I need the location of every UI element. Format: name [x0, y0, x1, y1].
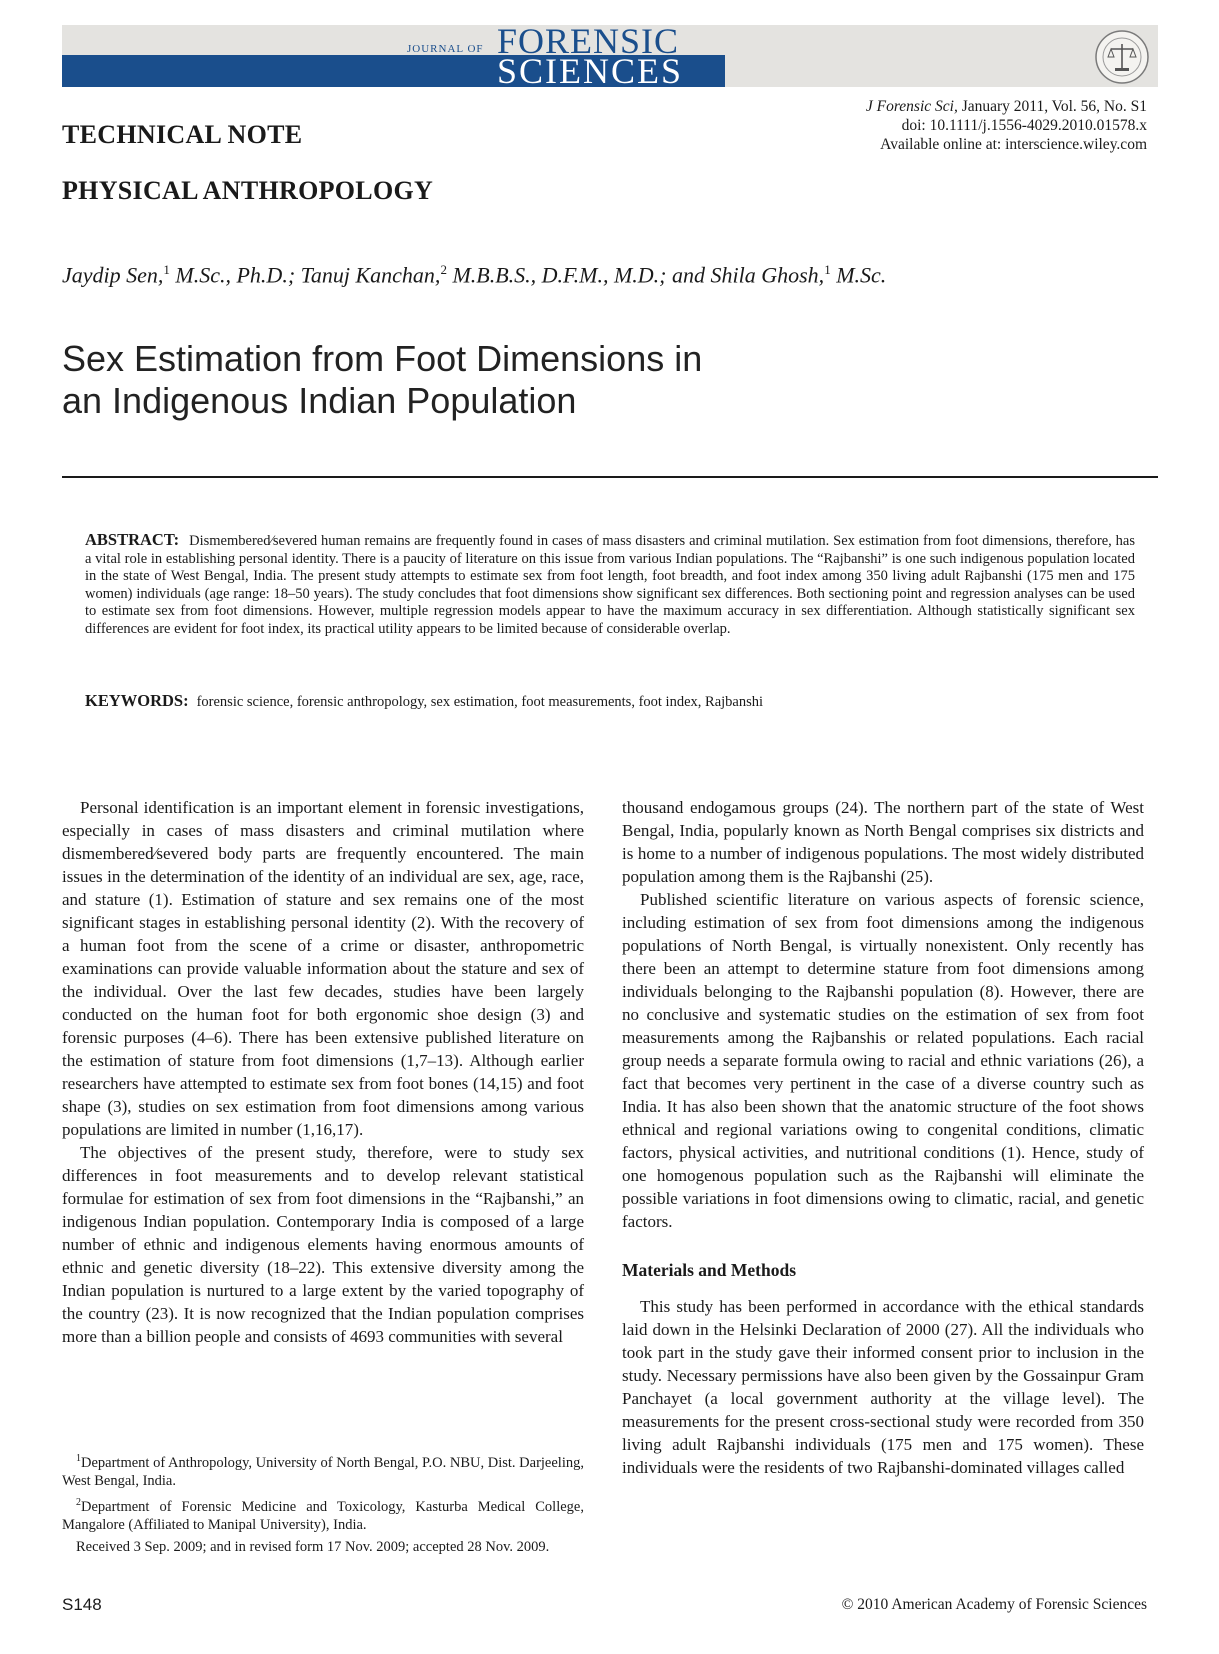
keywords-label: KEYWORDS: [85, 691, 189, 710]
author-name: Tanuj Kanchan, [300, 262, 441, 288]
article-field: PHYSICAL ANTHROPOLOGY [62, 176, 434, 205]
abstract-label: ABSTRACT: [85, 530, 180, 549]
author-degrees: M.B.B.S., D.F.M., M.D.; and [452, 262, 705, 288]
citation-online: Available online at: interscience.wiley.com [880, 136, 1147, 153]
body-paragraph: This study has been performed in accordance with the ethical standards laid down in the Helsinki Declaration of 2000 (27). All the individuals who took part in the study gave their informed consent prior to inclusion in the study. Necessary permissions have also been given by the Gossainpur Gram Panchayet (a local government authority at the village level). The measurements for the present cross-sectional study were recorded from 350 living adult Rajbanshi individuals (175 men and 175 women). These individuals were the residents of two Rajbanshi-dominated villages called [622, 1297, 1144, 1477]
article-type: TECHNICAL NOTE [62, 120, 303, 149]
author-name: Jaydip Sen, [62, 262, 164, 288]
citation-issue: January 2011, Vol. 56, No. S1 [961, 98, 1147, 115]
footnote-mark: 2 [76, 1496, 81, 1508]
footnote-mark: 1 [76, 1453, 81, 1464]
citation-block [866, 97, 1147, 154]
body-paragraph: Personal identification is an important element in forensic investigations, especially in cases of mass disasters and criminal mutilation where dismembered⁄severed body parts are frequently encountered. The main issues in the determination of the identity of an individual are sex, age, race, and stature (1). Estimation of stature and sex remains one of the most significant stages in establishing personal identity (2). With the recovery of a human foot from the scene of a crime or disaster, anthropometric examinations can provide valuable information about the stature and sex of the individual. Over the last few decades, studies have been largely conducted on the human foot for both ergonomic shoe design (3) and forensic purposes (4–6). There has been extensive published literature on the estimation of stature from foot dimensions (1,7–13). Although earlier researchers have attempted to estimate sex from foot bones (14,15) and foot shape (3), studies on sex estimation from foot dimensions among various populations are limited in number (1,16,17). [62, 798, 584, 1139]
abstract [85, 531, 1135, 638]
abstract-text: Dismembered⁄severed human remains are frequently found in cases of mass disasters and criminal mutilation. Sex estimation from foot dimensions, therefore, has a vital role in establishing personal identity. There is a paucity of literature on this issue from various Indian populations. The “Rajbanshi” is one such indigenous population located in the state of West Bengal, India. The present study attempts to estimate sex from foot length, foot breadth, and foot index among 350 living adult Rajbanshi (175 men and 175 women) individuals (age range: 18–50 years). The study concludes that foot dimensions show significant sex differences. Both sectioning point and regression analyses can be used to estimate sex from foot dimensions. However, multiple regression models appear to have the maximum accuracy in sex differentiation. Although statistically significant sex differences are evident for foot index, its practical utility appears to be limited because of considerable overlap. [85, 533, 1135, 637]
journal-masthead [62, 21, 1158, 91]
author-line [62, 262, 886, 288]
aafs-seal-icon [1094, 29, 1150, 85]
footnote-affiliation-1 [62, 1450, 584, 1490]
page-number: S148 [62, 1595, 102, 1614]
footnote-text: Department of Forensic Medicine and Toxicology, Kasturba Medical College, Mangalore (Affiliated to Manipal University), India. [62, 1498, 584, 1533]
copyright-notice: © 2010 American Academy of Forensic Sciences [841, 1596, 1147, 1613]
footnotes [62, 1450, 584, 1560]
author-name: Shila Ghosh, [710, 262, 825, 288]
author-degrees: M.Sc., Ph.D.; [175, 262, 296, 288]
body-paragraph: thousand endogamous groups (24). The northern part of the state of West Bengal, India, popularly known as North Bengal comprises six districts and is home to a number of indigenous populations. The most widely distributed population among them is the Rajbanshi (25). [622, 798, 1144, 886]
article-title-line1: Sex Estimation from Foot Dimensions in [62, 338, 703, 379]
journal-title-line2: SCIENCES [497, 51, 684, 91]
title-divider [62, 476, 1158, 478]
body-column-left [62, 796, 584, 1348]
article-title [62, 338, 822, 422]
footnote-affiliation-2 [62, 1494, 584, 1534]
citation-doi: doi: 10.1111/j.1556-4029.2010.01578.x [901, 117, 1147, 134]
received-dates: Received 3 Sep. 2009; and in revised form 17 Nov. 2009; accepted 28 Nov. 2009. [76, 1538, 550, 1555]
journal-title-line1: FORENSIC [497, 21, 680, 61]
author-degrees: M.Sc. [836, 262, 887, 288]
author-affiliation-mark: 2 [440, 262, 447, 277]
body-column-right [622, 796, 1144, 1479]
article-title-line2: an Indigenous Indian Population [62, 380, 577, 421]
journal-abbrev: J Forensic Sci, [865, 98, 958, 115]
section-heading-methods: Materials and Methods [622, 1260, 797, 1280]
footnote-text: Department of Anthropology, University of North Bengal, P.O. NBU, Dist. Darjeeling, West Bengal, India. [62, 1454, 584, 1489]
citation-issue-line [866, 97, 1147, 116]
keywords [85, 691, 1135, 711]
journal-prefix: JOURNAL OF [407, 43, 484, 55]
body-paragraph: Published scientific literature on various aspects of forensic science, including estimation of sex from foot dimensions among the indigenous populations of North Bengal, is virtually nonexistent. Only recently has there been an attempt to determine stature from foot dimensions among individuals belonging to the Rajbanshi population (8). However, there are no conclusive and systematic studies on the estimation of sex from foot measurements among the Rajbanshis or related populations. Each racial group needs a separate formula owing to racial and ethnic variations (26), a fact that becomes very pertinent in the case of a diverse country such as India. It has also been shown that the anatomic structure of the foot shows ethnical and regional variations owing to congenital conditions, climatic factors, physical activities, and nutritional conditions (1). Hence, study of one homogenous population such as the Rajbanshi will eliminate the possible variations in foot dimensions owing to climatic, racial, and genetic factors. [622, 890, 1144, 1231]
author-affiliation-mark: 1 [824, 262, 831, 277]
keywords-text: forensic science, forensic anthropology, sex estimation, foot measurements, foot index, Rajbanshi [196, 694, 764, 710]
body-paragraph: The objectives of the present study, therefore, were to study sex differences in foot measurements and to develop relevant statistical formulae for estimation of sex from foot dimensions in the “Rajbanshi,” an indigenous Indian population. Contemporary India is composed of a large number of ethnic and indigenous elements having enormous amounts of ethnic and genetic diversity (18–22). This extensive diversity among the Indian population is nurtured to a large extent by the varied topography of the country (23). It is now recognized that the Indian population comprises more than a billion people and consists of 4693 communities with several [62, 1143, 584, 1346]
author-affiliation-mark: 1 [163, 262, 170, 277]
